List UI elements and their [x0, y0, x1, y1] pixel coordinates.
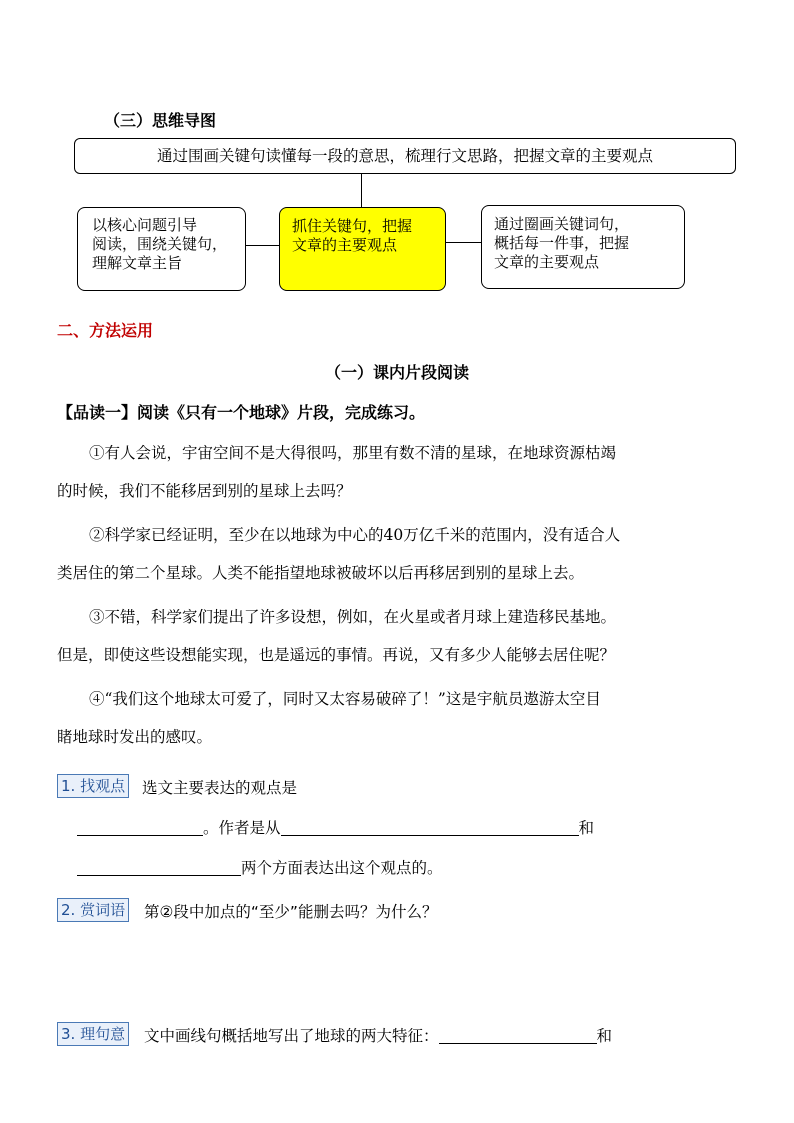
mindmap-top-text: 通过围画关键句读懂每一段的意思，梳理行文思路，把握文章的主要观点 — [156, 146, 653, 165]
mindmap-right-box — [481, 205, 685, 289]
center-box-line: 文章的主要观点 — [292, 236, 398, 254]
paragraph-4 — [57, 680, 747, 756]
paragraph-line: 睹地球时发出的感叹。 — [57, 728, 213, 746]
paragraph-line: ①有人会说，宇宙空间不是大得很吗，那里有数不清的星球，在地球资源枯竭 — [89, 444, 617, 462]
q1-line3-text: 两个方面表达出这个观点的。 — [241, 859, 443, 877]
reading-title: 【品读一】阅读《只有一个地球》片段，完成练习。 — [57, 403, 426, 422]
left-box-line: 以核心问题引导 — [92, 216, 198, 234]
section-title: 二、方法运用 — [57, 321, 154, 340]
mindmap-heading: （三）思维导图 — [104, 111, 217, 130]
connector-right — [446, 242, 481, 243]
paragraph-1 — [57, 434, 747, 510]
paragraph-2 — [57, 516, 747, 592]
q1-line2 — [77, 816, 594, 838]
right-box-line: 概括每一件事，把握 — [494, 234, 630, 252]
paragraph-line: 类居住的第二个星球。人类不能指望地球被破坏以后再移居到别的星球上去。 — [57, 564, 585, 582]
answer-blank[interactable] — [77, 859, 241, 876]
connector-vertical — [361, 174, 362, 207]
answer-blank[interactable] — [439, 1027, 597, 1044]
q1-line3 — [77, 856, 443, 878]
paragraph-line: 但是，即使这些设想能实现，也是遥远的事情。再说，又有多少人能够去居住呢？ — [57, 646, 616, 664]
left-box-line: 理解文章主旨 — [92, 254, 183, 272]
q3-tag: 3. 理句意 — [57, 1022, 129, 1046]
answer-blank[interactable] — [281, 819, 579, 836]
paragraph-3 — [57, 598, 747, 674]
paragraph-line: ④“我们这个地球太可爱了，同时又太容易破碎了！”这是宇航员遨游太空目 — [89, 690, 601, 708]
q3-line — [144, 1024, 612, 1046]
mindmap-top-box — [74, 138, 736, 174]
mindmap-center-box — [279, 207, 446, 291]
center-box-line: 抓住关键句，把握 — [292, 217, 413, 235]
paragraph-line: ②科学家已经证明，至少在以地球为中心的40万亿千米的范围内，没有适合人 — [89, 526, 621, 544]
right-box-line: 通过圈画关键词句， — [494, 215, 630, 233]
q3-end: 和 — [596, 1027, 613, 1045]
q2-text: 第②段中加点的“至少”能删去吗？为什么？ — [144, 903, 438, 921]
connector-left — [246, 245, 279, 246]
right-box-line: 文章的主要观点 — [494, 253, 600, 271]
q3-text: 文中画线句概括地写出了地球的两大特征： — [144, 1027, 439, 1045]
q1-tag: 1. 找观点 — [57, 774, 129, 798]
q2-tag: 2. 赏词语 — [57, 898, 129, 922]
q1-line2-end: 和 — [578, 819, 595, 837]
section-subtitle: （一）课内片段阅读 — [324, 363, 469, 382]
q1-text: 选文主要表达的观点是 — [142, 779, 298, 797]
paragraph-line: ③不错，科学家们提出了许多设想，例如，在火星或者月球上建造移民基地。 — [89, 608, 617, 626]
left-box-line: 阅读，围绕关键句， — [92, 235, 228, 253]
q1-line2-text: 。作者是从 — [203, 819, 281, 837]
answer-blank[interactable] — [77, 819, 203, 836]
mindmap-left-box — [77, 207, 246, 291]
paragraph-line: 的时候，我们不能移居到别的星球上去吗？ — [57, 482, 352, 500]
